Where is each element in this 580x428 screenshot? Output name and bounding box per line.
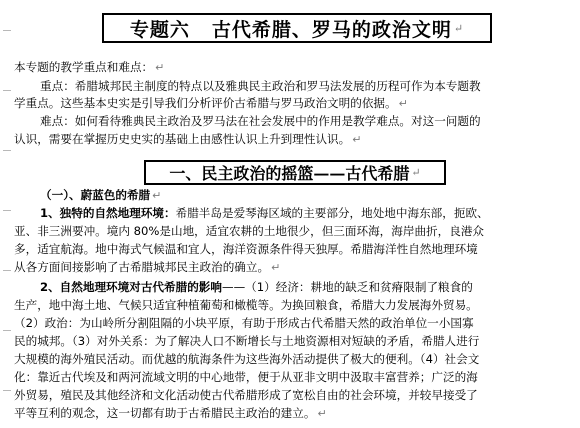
ruler-tick (3, 390, 11, 391)
difficulty-line-1[interactable]: 难点：如何看待雅典民主政治及罗马法在社会发展中的作用是教学难点。对这一问题的 (40, 114, 481, 128)
paragraph-mark-icon: ↵ (398, 97, 408, 110)
paragraph-mark-icon: ↵ (271, 261, 281, 274)
ruler-tick (3, 90, 11, 91)
paragraph-mark-icon: ↵ (352, 133, 362, 146)
paragraph-mark-icon: ↵ (317, 407, 327, 420)
topic-title[interactable] (102, 13, 492, 43)
subsection-title[interactable]: （一）、蔚蓝色的希腊 ↵ (40, 188, 162, 202)
point2-line-5[interactable]: 大规模的海外殖民活动。而优越的航海条件为这些海外活动提供了极大的便利。（4）社会文 (14, 352, 480, 366)
point1-line-1[interactable]: 1、独特的自然地理环境：希腊半岛是爱琴海区域的主要部分，地处地中海东部，扼欧、 (40, 206, 489, 220)
paragraph-mark-icon: ↵ (152, 189, 162, 202)
paragraph-mark-icon: ↵ (411, 166, 421, 179)
key-point-line-2[interactable]: 学重点。这些基本史实是引导我们分析评价古希腊与罗马政治文明的依据。 ↵ (14, 96, 408, 110)
point2-line-4[interactable]: 民的城邦。（3）对外关系：为了解决人口不断增长与土地资源相对短缺的矛盾，希腊人进行 (14, 334, 480, 348)
paragraph-mark-icon: ↵ (453, 21, 465, 35)
ruler-tick (3, 30, 11, 31)
point1-line-4[interactable]: 从各方面间接影响了古希腊城邦民主政治的确立。 ↵ (14, 260, 281, 274)
key-point-line-1[interactable]: 重点：希腊城邦民主制度的特点以及雅典民主政治和罗马法发展的历程可作为本专题教 (40, 79, 481, 93)
point2-line-7[interactable]: 外贸易，殖民及其他经济和文化活动使古代希腊形成了宽松自由的社会环境，并较早接受了 (14, 388, 478, 402)
vertical-ruler (0, 0, 14, 428)
point1-line-2[interactable]: 亚、非三洲要冲。境内 80%是山地，适宜农耕的土地很少，但三面环海，海岸曲折，良港众 (14, 224, 485, 238)
ruler-tick (3, 210, 11, 211)
topic-name: 古代希腊、罗马的政治文明 (211, 18, 452, 41)
ruler-tick (3, 150, 11, 151)
point2-line-3[interactable]: （2）政治：为山岭所分割阻隔的小块平原，有助于形成古代希腊天然的政治单位一小国寡 (14, 316, 474, 330)
topic-number: 专题六 (129, 18, 190, 41)
ruler-tick (3, 330, 11, 331)
point2-label: 2、自然地理环境对古代希腊的影响 (40, 280, 222, 294)
point1-line-3[interactable]: 多，适宜航海。地中海式气候温和宜人，海洋资源条件得天独厚。希腊海洋性自然地理环境 (14, 242, 478, 256)
section-title[interactable]: 一、民主政治的摇篮——古代希腊 ↵ (144, 160, 446, 185)
paragraph-mark-icon: ↵ (155, 61, 165, 74)
intro-heading[interactable]: 本专题的教学重点和难点： ↵ (14, 60, 165, 74)
ruler-tick (3, 270, 11, 271)
point2-line-1[interactable]: 2、自然地理环境对古代希腊的影响——（1）经济：耕地的缺乏和贫瘠限制了粮食的 (40, 280, 473, 294)
point2-line-2[interactable]: 生产，地中海土地、气候只适宜种植葡萄和橄榄等。为换回粮食，希腊大力发展海外贸易。 (14, 298, 478, 312)
point2-line-6[interactable]: 化：靠近古代埃及和两河流域文明的中心地带，便于从亚非文明中汲取丰富营养；广泛的海 (14, 370, 478, 384)
point1-label: 1、独特的自然地理环境： (40, 206, 176, 220)
point2-line-8[interactable]: 平等互利的观念，这一切都有助于古希腊民主政治的建立。 ↵ (14, 406, 327, 420)
difficulty-line-2[interactable]: 认识，需要在掌握历史史实的基础上由感性认识上升到理性认识。 ↵ (14, 132, 362, 146)
